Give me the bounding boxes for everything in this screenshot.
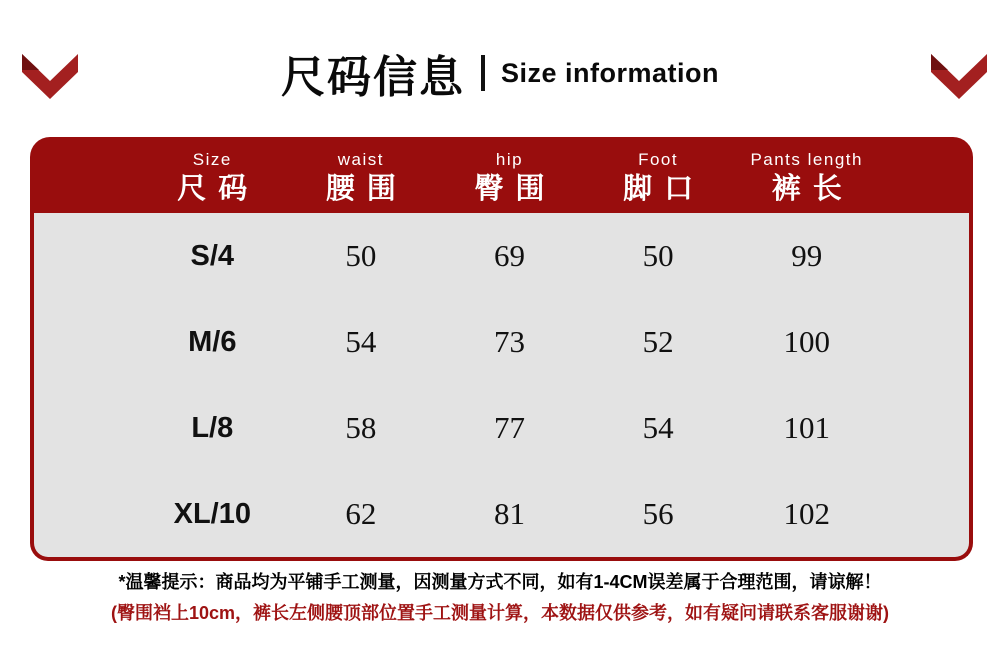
- value-cell: 50: [642, 238, 674, 273]
- table-row: [138, 213, 881, 299]
- page-title: [0, 44, 1000, 102]
- measurement-note-secondary: (臀围裆上10cm，裤长左侧腰顶部位置手工测量计算，本数据仅供参考，如有疑问请联系客服谢谢): [110, 602, 890, 623]
- col-header-size: [138, 143, 287, 213]
- page-title-zh: 尺码信息: [280, 53, 465, 102]
- col-header-foot-en: Foot: [638, 150, 679, 170]
- col-header-hip-zh: 臀围: [474, 172, 557, 205]
- size-table: [30, 137, 973, 561]
- col-header-waist: [287, 143, 436, 213]
- value-cell: 69: [493, 238, 525, 273]
- size-cell: M/6: [188, 325, 237, 358]
- table-body: [30, 213, 973, 561]
- footer-notes: [0, 572, 1000, 624]
- col-header-pants-length: [732, 143, 881, 213]
- size-cell: S/4: [190, 239, 235, 272]
- value-cell: 54: [345, 324, 377, 359]
- col-header-pants-length-zh: 裤长: [771, 172, 854, 205]
- value-cell: 100: [783, 324, 830, 359]
- value-cell: 81: [493, 496, 525, 531]
- size-cell: XL/10: [173, 497, 251, 530]
- value-cell: 56: [642, 496, 674, 531]
- value-cell: 101: [783, 410, 830, 445]
- col-header-waist-en: waist: [337, 150, 384, 170]
- col-header-size-en: Size: [192, 150, 232, 170]
- title-divider: [481, 55, 485, 91]
- value-cell: 102: [783, 496, 830, 531]
- table-header: [30, 137, 973, 213]
- value-cell: 52: [642, 324, 674, 359]
- value-cell: 54: [642, 410, 674, 445]
- value-cell: 77: [493, 410, 525, 445]
- size-cell: L/8: [191, 411, 234, 444]
- col-header-foot: [584, 143, 733, 213]
- col-header-pants-length-en: Pants length: [750, 150, 863, 170]
- table-row: [138, 299, 881, 385]
- value-cell: 58: [345, 410, 377, 445]
- table-row: [138, 385, 881, 471]
- table-row: [138, 471, 881, 557]
- col-header-hip-en: hip: [495, 150, 524, 170]
- value-cell: 73: [493, 324, 525, 359]
- value-cell: 50: [345, 238, 377, 273]
- measurement-note: *温馨提示：商品均为平铺手工测量，因测量方式不同，如有1-4CM误差属于合理范围，请谅解！: [118, 572, 882, 592]
- col-header-hip: [435, 143, 584, 213]
- page-title-en: Size information: [500, 57, 719, 88]
- value-cell: 99: [791, 238, 823, 273]
- col-header-waist-zh: 腰围: [325, 172, 408, 205]
- col-header-foot-zh: 脚口: [623, 172, 706, 205]
- col-header-size-zh: 尺码: [177, 172, 260, 205]
- value-cell: 62: [345, 496, 377, 531]
